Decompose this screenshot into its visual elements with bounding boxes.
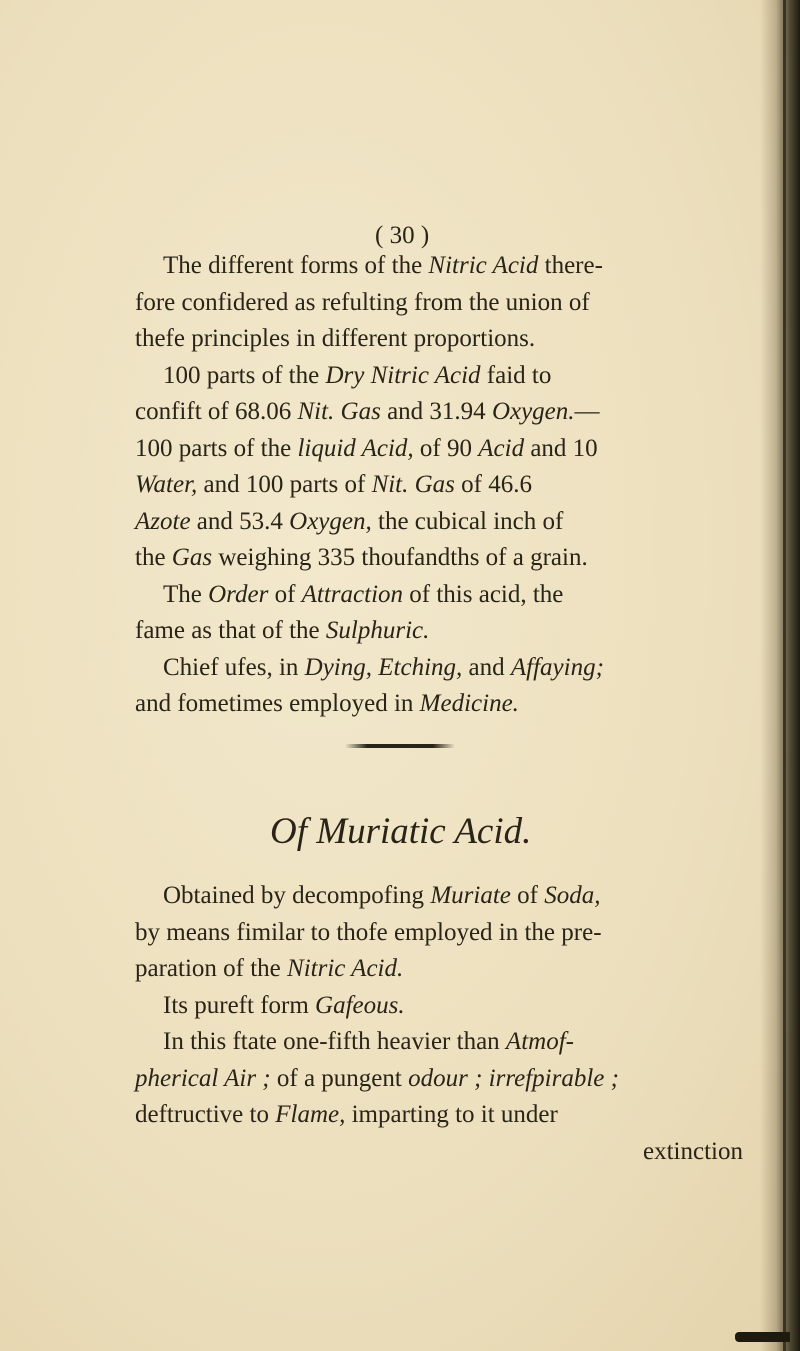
nitric-acid-paragraph xyxy=(135,248,755,723)
text-line: pherical Air ; of a pungent odour ; irrefpirable ; xyxy=(135,1064,619,1092)
text-line: the Gas weighing 335 thoufandths of a grain. xyxy=(135,544,588,571)
text-line: Obtained by decompofing Muriate of Soda, xyxy=(163,882,601,909)
text-line: fame as that of the Sulphuric. xyxy=(135,617,430,644)
catchword: extinction xyxy=(643,1137,743,1165)
section-title: Of Muriatic Acid. xyxy=(270,811,532,852)
bottom-edge-mark xyxy=(735,1332,790,1342)
text-line: Its pureft form Gafeous. xyxy=(163,991,405,1019)
text-line: thefe principles in different proportions. xyxy=(135,325,536,352)
text-line: Chief ufes, in Dying, Etching, and Affaying; xyxy=(163,653,604,681)
text-line: fore confidered as refulting from the union of xyxy=(135,288,590,316)
text-line: In this ftate one-fifth heavier than Atmof- xyxy=(163,1028,574,1055)
text-line: The Order of Attraction of this acid, the xyxy=(163,580,564,608)
text-line: 100 parts of the Dry Nitric Acid faid to xyxy=(163,361,552,389)
text-line: confift of 68.06 Nit. Gas and 31.94 Oxygen.— xyxy=(135,398,600,425)
page-number: ( 30 ) xyxy=(375,222,430,249)
muriatic-acid-paragraph xyxy=(135,878,755,1170)
text-line: paration of the Nitric Acid. xyxy=(135,955,404,982)
text-line: by means fimilar to thofe employed in the pre- xyxy=(135,918,602,946)
text-line: Azote and 53.4 Oxygen, the cubical inch of xyxy=(135,507,564,535)
page-edge-shadow xyxy=(760,0,800,1351)
text-line: Water, and 100 parts of Nit. Gas of 46.6 xyxy=(135,471,532,498)
text-line: 100 parts of the liquid Acid, of 90 Acid and 10 xyxy=(135,434,598,462)
text-line: deftructive to Flame, imparting to it under xyxy=(135,1101,558,1128)
text-line: and fometimes employed in Medicine. xyxy=(135,690,519,717)
text-line: The different forms of the Nitric Acid there- xyxy=(163,252,603,279)
section-divider-rule xyxy=(345,744,455,748)
binding-edge xyxy=(783,0,786,1351)
